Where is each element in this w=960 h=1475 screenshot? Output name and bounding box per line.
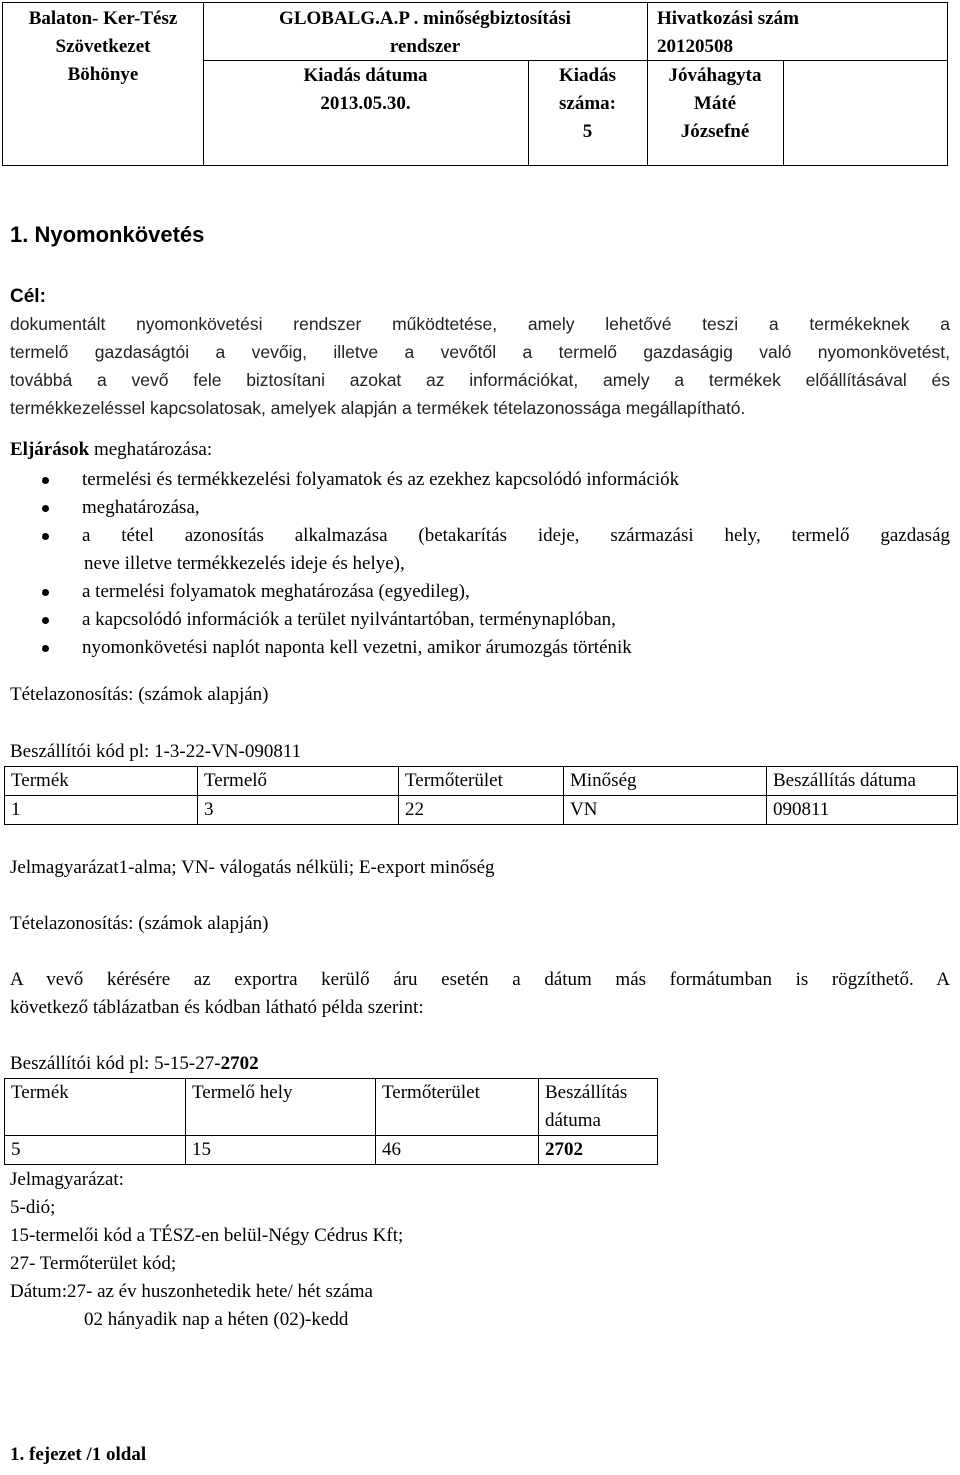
- issue-date: Kiadás dátuma 2013.05.30.: [303, 65, 428, 114]
- goal-label: Cél:: [10, 286, 46, 307]
- lot-id-heading-2: Tételazonosítás: (számok alapján): [10, 913, 269, 934]
- bullet-icon: [42, 533, 49, 540]
- lot-id-heading: Tételazonosítás: (számok alapján): [10, 684, 269, 705]
- legend-2: Jelmagyarázat: 5-dió; 15-termelői kód a TÉSZ-en belül-Négy Cédrus Kft; 27- Termőterület kód; Dátum:27- az év huszonhetedik hete/ hét száma 02 hányadik nap a héten (02)-kedd: [10, 1169, 404, 1330]
- system-name: GLOBALG.A.P . minőségbiztosítási rendszer: [279, 8, 571, 57]
- supplier-code-2: Beszállítói kód pl: 5-15-27-2702: [10, 1053, 259, 1074]
- section-title: 1. Nyomonkövetés: [10, 222, 205, 247]
- table-row: 5 15 46 2702: [5, 1136, 658, 1165]
- list-item: termelési és termékkezelési folyamatok és az ezekhez kapcsolódó információk: [38, 466, 950, 494]
- lot-table-2: [4, 1078, 658, 1165]
- approval: Jóváhagyta Máté Józsefné: [668, 65, 762, 142]
- procedures-heading: Eljárások meghatározása:: [10, 439, 213, 460]
- bullet-icon: [42, 477, 49, 484]
- list-item: a tétel azonosítás alkalmazása (betakarítás ideje, származási hely, termelő gazdaság neve illetve termékkezelés ideje és helye),: [38, 522, 950, 578]
- issue-number: Kiadás száma: 5: [558, 65, 617, 142]
- table-header-row: Termék Termelő hely Termőterület Beszállítás dátuma: [5, 1079, 658, 1136]
- bullet-icon: [42, 645, 49, 652]
- export-note: A vevő kérésére az exportra kerülő áru esetén a dátum más formátumban is rögzíthető. A következő táblázatban és kódban látható példa szerint:: [10, 969, 950, 1018]
- bullet-icon: [42, 589, 49, 596]
- bullet-icon: [42, 505, 49, 512]
- procedures-list: [38, 466, 950, 662]
- organization-name: Balaton- Ker-Tész Szövetkezet Böhönye: [28, 8, 178, 85]
- table-row: 1 3 22 VN 090811: [5, 796, 958, 825]
- list-item: nyomonkövetési naplót naponta kell vezetni, amikor árumozgás történik: [38, 634, 950, 662]
- goal-text: dokumentált nyomonkövetési rendszer működtetése, amely lehetővé teszi a termékeknek a termelő gazdaságtói a vevőig, illetve a vevőtől a termelő gazdaságig való nyomonkövetést, továbbá a vevő fele biztosítani azokat az információkat, amely a termékek előállításával és termékkezeléssel kapcsolatosak, amelyek alapján a termékek tételazonossága megállapítható.: [10, 314, 950, 418]
- list-item: a termelési folyamatok meghatározása (egyedileg),: [38, 578, 950, 606]
- list-item: meghatározása,: [38, 494, 950, 522]
- bullet-icon: [42, 617, 49, 624]
- page-footer: 1. fejezet /1 oldal: [10, 1444, 147, 1465]
- supplier-code: Beszállítói kód pl: 1-3-22-VN-090811: [10, 741, 302, 762]
- reference-number: Hivatkozási szám 20120508: [657, 8, 799, 57]
- document-header: [2, 2, 948, 166]
- header-divider: [783, 61, 784, 165]
- list-item: a kapcsolódó információk a terület nyilvántartóban, terménynaplóban,: [38, 606, 950, 634]
- legend-1: Jelmagyarázat1-alma; VN- válogatás nélküli; E-export minőség: [10, 857, 495, 878]
- table-header-row: Termék Termelő Termőterület Minőség Beszállítás dátuma: [5, 767, 958, 796]
- lot-table-1: [4, 766, 958, 825]
